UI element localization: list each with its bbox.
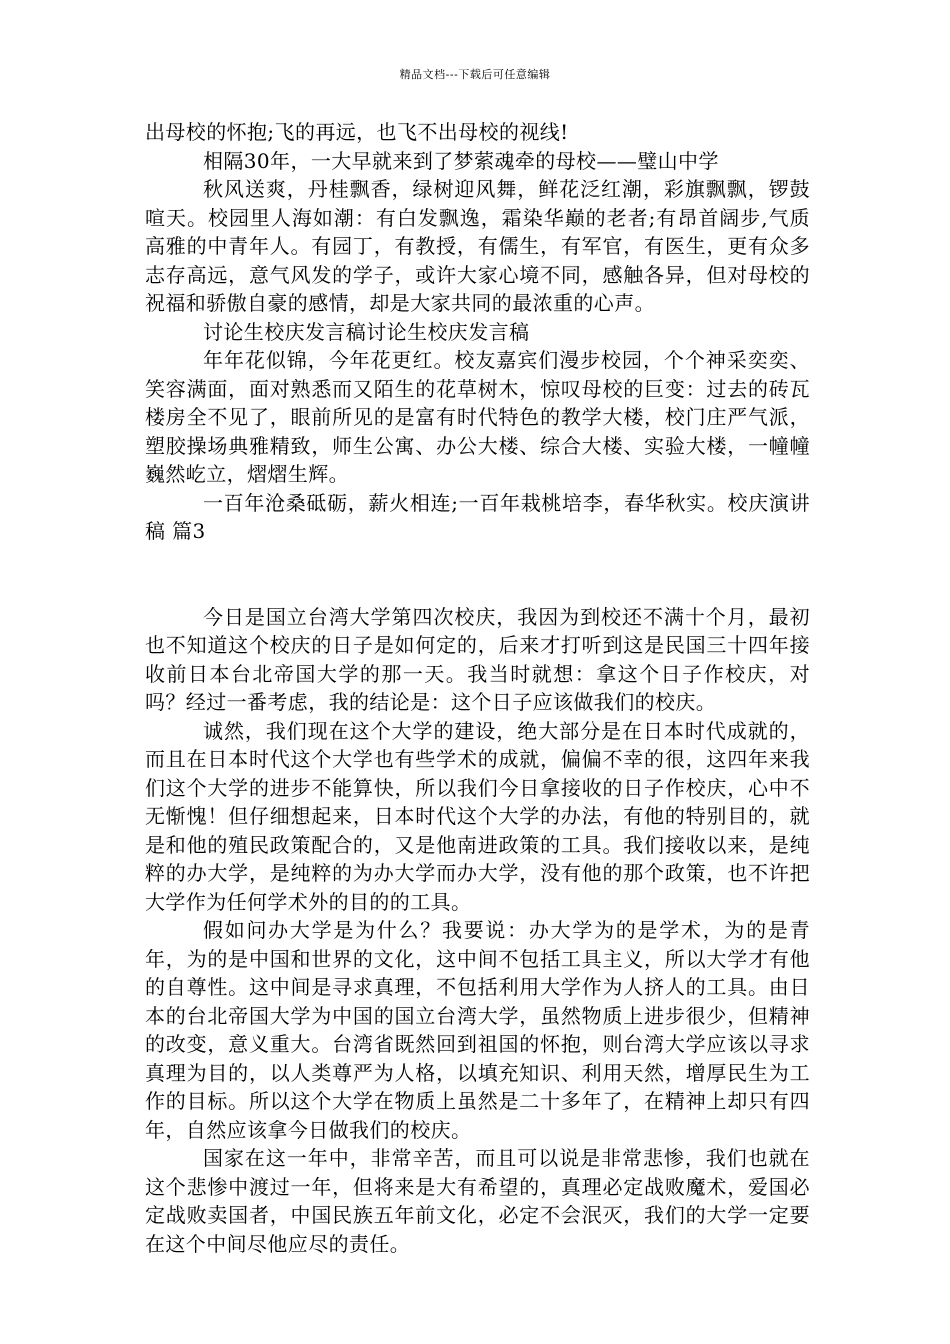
document-body (145, 118, 810, 1258)
paragraph: 相隔30年，一大早就来到了梦萦魂牵的母校——璧山中学 (203, 148, 719, 173)
paragraph: 年年花似锦，今年花更红。校友嘉宾们漫步校园，个个神采奕奕、笑容满面，面对熟悉而又陌生的花草树木，惊叹母校的巨变：过去的砖瓦楼房全不见了，眼前所见的是富有时代特色的教学大楼，校门庄严气派，塑胶操场典雅精致，师生公寓、办公大楼、综合大楼、实验大楼，一幢幢巍然屹立，熠熠生辉。 (145, 348, 810, 486)
paragraph: 一百年沧桑砥砺，薪火相连;一百年栽桃培李，春华秋实。校庆演讲稿 篇3 (145, 490, 810, 543)
page-header: 精品文档---下载后可任意编辑 (399, 68, 551, 81)
paragraph: 今日是国立台湾大学第四次校庆，我因为到校还不满十个月，最初也不知道这个校庆的日子是如何定的，后来才打听到这是民国三十四年接收前日本台北帝国大学的那一天。我当时就想：拿这个日子作校庆，对吗？经过一番考虑，我的结论是：这个日子应该做我们的校庆。 (145, 604, 810, 714)
paragraph: 秋风送爽，丹桂飘香，绿树迎风舞，鲜花泛红潮，彩旗飘飘，锣鼓喧天。校园里人海如潮：有白发飘逸，霜染华巅的老者;有昂首阔步,气质高雅的中青年人。有园丁，有教授，有儒生，有军官，有医生，更有众多志存高远，意气风发的学子，或许大家心境不同，感触各异，但对母校的祝福和骄傲自豪的感情，却是大家共同的最浓重的心声。 (145, 177, 810, 315)
paragraph: 出母校的怀抱;飞的再远，也飞不出母校的视线! (145, 120, 569, 144)
paragraph: 讨论生校庆发言稿讨论生校庆发言稿 (203, 319, 530, 344)
paragraph: 国家在这一年中，非常辛苦，而且可以说是非常悲惨，我们也就在这个悲惨中渡过一年，但将来是大有希望的，真理必定战败魔术，爱国必定战败卖国者，中国民族五年前文化，必定不会泯灭，我们的大学一定要在这个中间尽他应尽的责任。 (145, 1146, 810, 1256)
paragraph: 诚然，我们现在这个大学的建设，绝大部分是在日本时代成就的，而且在日本时代这个大学也有些学术的成就，偏偏不幸的很，这四年来我们这个大学的进步不能算快，所以我们今日拿接收的日子作校庆，心中不无惭愧！但仔细想起来，日本时代这个大学的办法，有他的特别目的，就是和他的殖民政策配合的，又是他南进政策的工具。我们接收以来，是纯粹的办大学，是纯粹的为办大学而办大学，没有他的那个政策，也不许把大学作为任何学术外的目的的工具。 (145, 718, 810, 914)
section-gap (145, 546, 810, 603)
paragraph: 假如问办大学是为什么？我要说：办大学为的是学术，为的是青年，为的是中国和世界的文化，这中间不包括工具主义，所以大学才有他的自尊性。这中间是寻求真理，不包括利用大学作为人挤人的工具。由日本的台北帝国大学为中国的国立台湾大学，虽然物质上进步很少，但精神的改变，意义重大。台湾省既然回到祖国的怀抱，则台湾大学应该以寻求真理为目的，以人类尊严为人格，以填充知识、利用天然，增厚民生为工作的目标。所以这个大学在物质上虽然是二十多年了，在精神上却只有四年，自然应该拿今日做我们的校庆。 (145, 918, 810, 1142)
